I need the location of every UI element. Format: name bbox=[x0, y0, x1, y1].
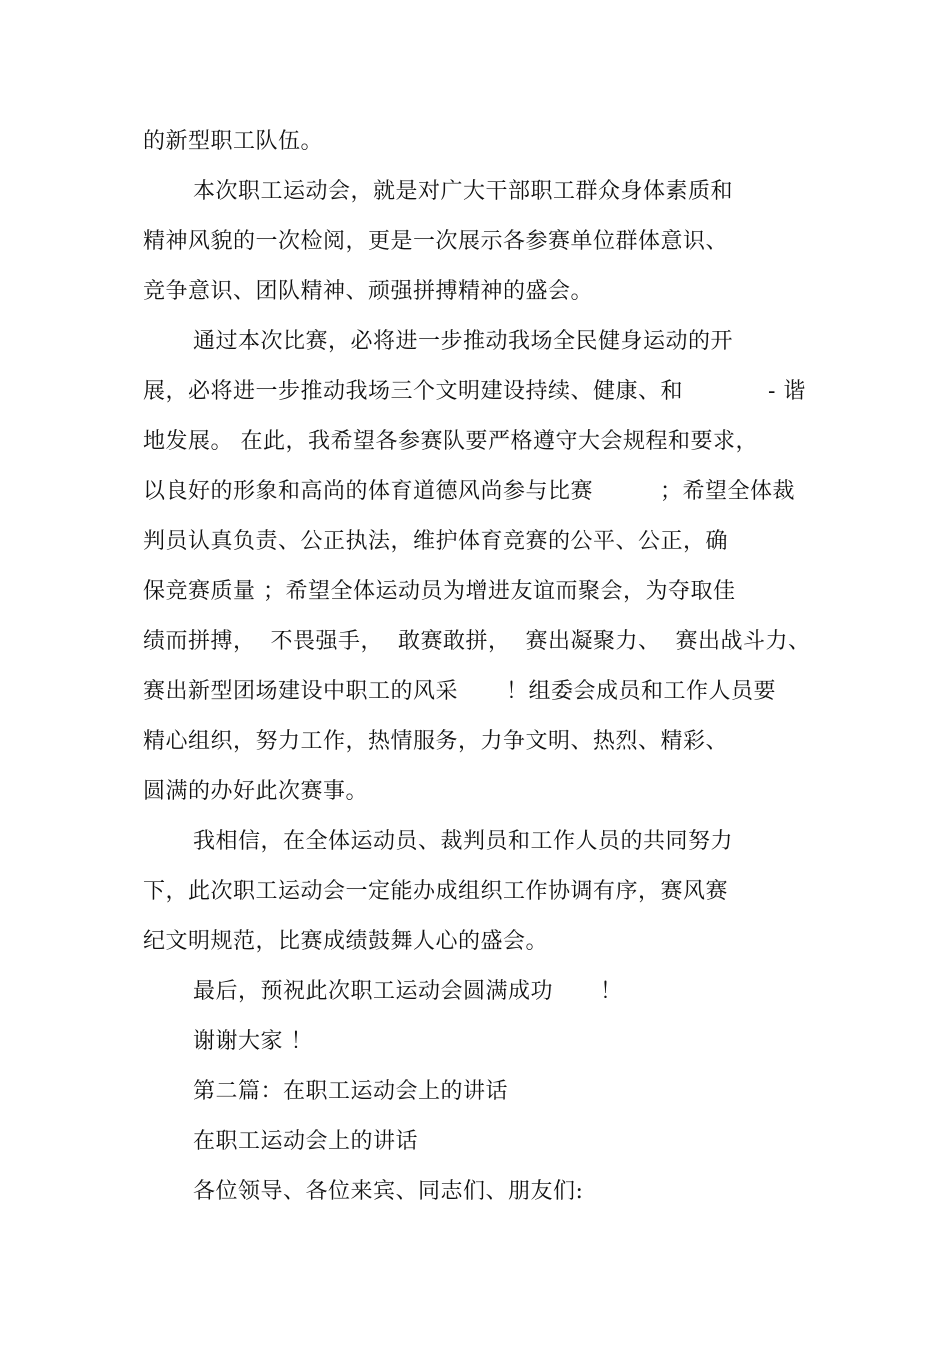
text-line: 地发展。 在此，我希望各参赛队要严格遵守大会规程和要求， bbox=[143, 429, 758, 454]
text-line: 我相信，在全体运动员、裁判员和工作人员的共同努力 bbox=[193, 829, 734, 854]
text-line: 精神风貌的一次检阅，更是一次展示各参赛单位群体意识、 bbox=[143, 229, 729, 254]
text-line: 展，必将进一步推动我场三个文明建设持续、健康、和 bbox=[143, 379, 684, 404]
text-line: 谢谢大家 ！ bbox=[193, 1029, 313, 1054]
text-line: 赛出新型团场建设中职工的风采 bbox=[143, 679, 459, 704]
text-line: 绩而拼搏， 不畏强手， 敢赛敢拼， 赛出凝聚力、 赛出战斗力、 bbox=[143, 629, 811, 654]
text-line: 精心组织，努力工作，热情服务，力争文明、热烈、精彩、 bbox=[143, 729, 729, 754]
section-heading: 第二篇：在职工运动会上的讲话 bbox=[193, 1079, 509, 1104]
text-line-fragment: ！组委会成员和工作人员要 bbox=[506, 679, 777, 704]
text-line: 纪文明规范，比赛成绩鼓舞人心的盛会。 bbox=[143, 929, 549, 954]
text-line-fragment: ！ bbox=[600, 979, 623, 1004]
text-line: 的新型职工队伍。 bbox=[143, 129, 324, 154]
text-line-fragment: - 谐 bbox=[768, 379, 806, 404]
text-line: 最后，预祝此次职工运动会圆满成功 bbox=[193, 979, 554, 1004]
text-line: 判员认真负责、公正执法，维护体育竞赛的公平、公正，确 bbox=[143, 529, 729, 554]
text-line-fragment: ；希望全体裁 bbox=[660, 479, 796, 504]
text-line: 竞争意识、团队精神、顽强拼搏精神的盛会。 bbox=[143, 279, 594, 304]
text-line: 本次职工运动会，就是对广大干部职工群众身体素质和 bbox=[193, 179, 734, 204]
salutation: 各位领导、各位来宾、同志们、朋友们: bbox=[193, 1179, 584, 1204]
text-line: 以良好的形象和高尚的体育道德风尚参与比赛 bbox=[143, 479, 594, 504]
text-line: 保竞赛质量 ；希望全体运动员为增进友谊而聚会，为夺取佳 bbox=[143, 579, 736, 604]
text-line: 通过本次比赛，必将进一步推动我场全民健身运动的开 bbox=[193, 329, 734, 354]
speech-title: 在职工运动会上的讲话 bbox=[193, 1129, 419, 1154]
text-line: 圆满的办好此次赛事。 bbox=[143, 779, 369, 804]
text-line: 下，此次职工运动会一定能办成组织工作协调有序，赛风赛 bbox=[143, 879, 729, 904]
